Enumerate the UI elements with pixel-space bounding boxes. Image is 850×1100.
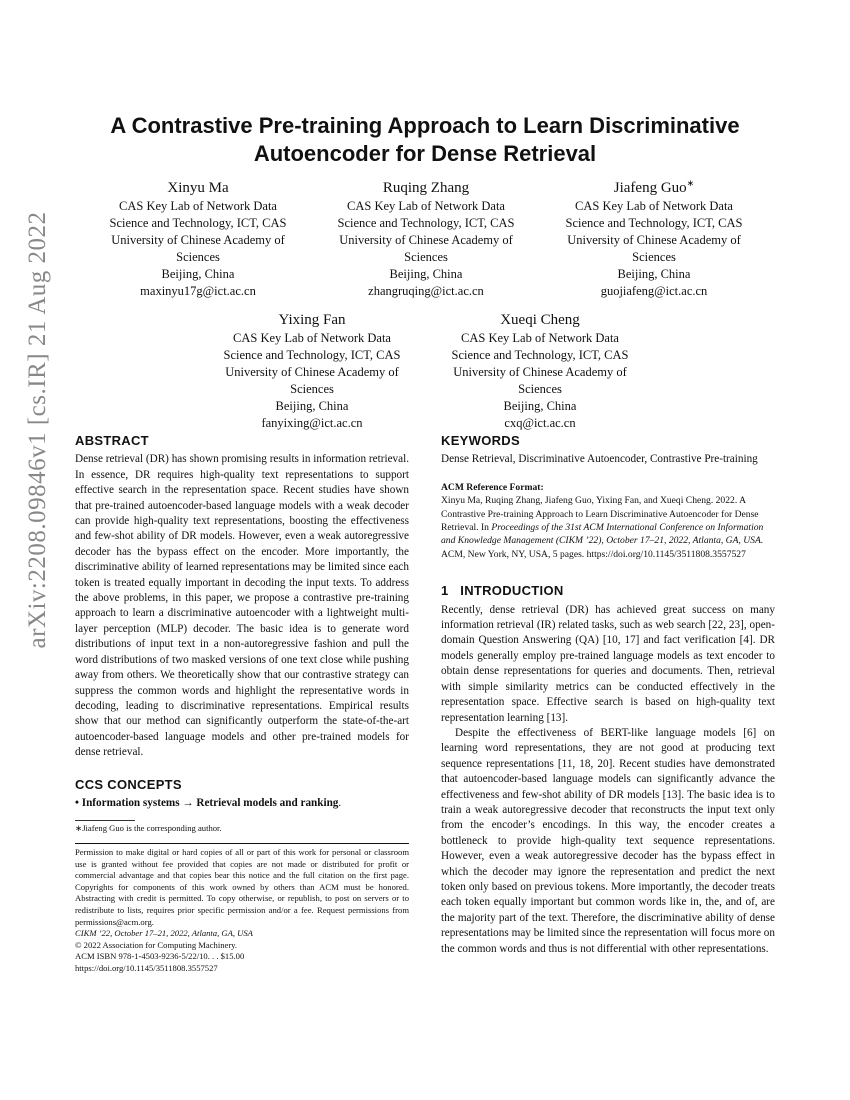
author-affiliation: Sciences xyxy=(632,250,676,264)
abstract-text: Dense retrieval (DR) has shown promising results in information retrieval. In essence, DR requires high-quality text representations to support effective search in the representation space. Recent studies have shown that pre-trained autoencoder-based language models with a weak decoder can provide high-quality text representations, boosting the effectiveness and few-shot ability of DR models. However, even a weak autoregressive decoder has the bypass effect on the encoder. More importantly, the discriminative ability of learned representations may be limited since each token is treated equally important in decoding the input texts. To address the above problems, in this paper, we propose a contrastive pre-training approach to learn a discriminative autoencoder with a lightweight multi-layer perception (MLP) decoder. The basic idea is to generate word distributions of input text in a non-autoregressive fashion and pull the word distributions of two masked versions of one text close while pushing away from others. We theoretically show that our contrastive strategy can suppress the common words and highlight the representative words in decoding, leading to discriminative representations. Empirical results show that our method can significantly outperform the state-of-the-art autoencoder-based language models and other pre-trained models for dense retrieval. xyxy=(75,453,409,759)
author-affiliation: Sciences xyxy=(518,382,562,396)
author-email: maxinyu17g@ict.ac.cn xyxy=(140,284,256,298)
author-email: fanyixing@ict.ac.cn xyxy=(261,416,363,430)
author-email: zhangruqing@ict.ac.cn xyxy=(368,284,484,298)
arxiv-stamp xyxy=(0,0,60,1100)
title-line-2: Autoencoder for Dense Retrieval xyxy=(253,141,597,166)
author-affiliation: University of Chinese Academy of xyxy=(567,233,741,247)
intro-paragraph-1: Recently, dense retrieval (DR) has achieved great success on many information retrieval (IR) related tasks, such as web search [22, 23], open-domain Question Answering (QA) [10, 17] and fact verification [4]. DR models generally employ pre-trained language models as text encoder to obtain dense representations for queries and documents. Then, retrieval with simple similarity metrics can be conducted effectively in the representation space. Effective search is based on high-quality text representation learning [13]. xyxy=(441,603,775,724)
author-block xyxy=(98,173,298,300)
author-city: Beijing, China xyxy=(617,267,691,281)
left-column xyxy=(75,433,409,974)
acm-reference-authors: Xinyu Ma, Ruqing Zhang, Jiafeng Guo, Yixing Fan, and Xueqi Cheng. 2022. A Contrastive Pre-training Approach to Learn Discriminative Autoencoder for Dense Retrieval. In xyxy=(441,495,759,534)
ccs-concepts: • Information systems → Retrieval models and ranking. xyxy=(75,796,342,809)
author-block xyxy=(326,173,526,300)
acm-reference xyxy=(441,481,775,561)
author-block xyxy=(554,173,754,300)
keywords-text: Dense Retrieval, Discriminative Autoencoder, Contrastive Pre-training xyxy=(441,453,758,466)
doi-line: https://doi.org/10.1145/3511808.3557527 xyxy=(75,962,218,973)
title-line-1: A Contrastive Pre-training Approach to Learn Discriminative xyxy=(110,113,740,138)
keywords-heading: KEYWORDS xyxy=(441,433,520,448)
right-column xyxy=(441,433,775,957)
footnote-rule xyxy=(75,820,135,821)
author-block xyxy=(440,305,640,432)
author-name: Yixing Fan xyxy=(278,312,346,328)
author-affiliation: Sciences xyxy=(404,250,448,264)
author-affiliation: CAS Key Lab of Network Data xyxy=(233,331,391,345)
author-city: Beijing, China xyxy=(389,267,463,281)
author-name: Xueqi Cheng xyxy=(500,312,580,328)
author-affiliation: CAS Key Lab of Network Data xyxy=(575,199,733,213)
author-affiliation: University of Chinese Academy of xyxy=(453,365,627,379)
author-email: cxq@ict.ac.cn xyxy=(504,416,576,430)
ccs-heading: CCS CONCEPTS xyxy=(75,776,182,792)
author-affiliation: University of Chinese Academy of xyxy=(111,233,285,247)
author-affiliation: Science and Technology, ICT, CAS xyxy=(451,348,629,362)
author-affiliation: Science and Technology, ICT, CAS xyxy=(223,348,401,362)
isbn-line: ACM ISBN 978-1-4503-9236-5/22/10. . . $15.00 xyxy=(75,951,245,962)
author-affiliation: CAS Key Lab of Network Data xyxy=(119,199,277,213)
footnote: ∗Jiafeng Guo is the corresponding author. xyxy=(75,823,222,834)
author-name: Ruqing Zhang xyxy=(382,180,470,196)
arxiv-id: arXiv:2208.09846v1 [cs.IR] 21 Aug 2022 xyxy=(24,211,51,649)
author-affiliation: Science and Technology, ICT, CAS xyxy=(337,216,515,230)
paper-title xyxy=(75,112,775,168)
abstract-heading: ABSTRACT xyxy=(75,433,149,448)
author-name: Xinyu Ma xyxy=(167,180,229,196)
author-city: Beijing, China xyxy=(503,399,577,413)
author-block xyxy=(212,305,412,432)
permission-text: Permission to make digital or hard copies of all or part of this work for personal or classroom use is granted without fee provided that copies are not made or distributed for profit or commercial advantage and that copies bear this notice and the full citation on the first page. Copyrights for components of this work owned by others than ACM must be honored. Abstracting with credit is permitted. To copy otherwise, or republish, to post on servers or to redistribute to lists, requires prior specific permission and/or a fee. Request permissions from permissions@acm.org. xyxy=(75,846,409,927)
author-affiliation: University of Chinese Academy of xyxy=(225,365,399,379)
author-affiliation: Science and Technology, ICT, CAS xyxy=(109,216,287,230)
acm-reference-tail: ACM, New York, NY, USA, 5 pages. https://doi.org/10.1145/3511808.3557527 xyxy=(441,548,746,560)
acm-reference-heading: ACM Reference Format: xyxy=(441,481,544,493)
intro-paragraph-2: Despite the effectiveness of BERT-like language models [6] on learning word representations, they are not good at producing text sequence representations [11, 18, 20]. Recent studies have demonstrated that autoencoder-based language models can significantly advance the effectiveness and few-shot ability of DR models [13]. The basic idea is to train a weak autoregressive decoder that reconstructs the input text only from the encoder’s encodings. In this way, the encoder creates a bottleneck to provide high-quality text sequence representations. However, even a weak autoregressive decoder has the bypass effect in which the decoder may ignore the representation and predict the next token only based on previous tokens. More importantly, the decoder treats each token equally important but common words like in, the, and of, are the majority part of the text. Therefore, the discriminative ability of dense representations may be limited since the representation will focus more on the common words and thus is not differential with other representations. xyxy=(441,726,775,955)
author-name: Jiafeng Guo∗ xyxy=(613,178,695,196)
author-affiliation: Science and Technology, ICT, CAS xyxy=(565,216,743,230)
intro-heading: 1 INTRODUCTION xyxy=(441,583,564,599)
author-email: guojiafeng@ict.ac.cn xyxy=(600,284,708,298)
ccs-bullet: • Information systems → Retrieval models and ranking xyxy=(75,796,339,809)
author-affiliation: Sciences xyxy=(290,382,334,396)
author-city: Beijing, China xyxy=(275,399,349,413)
copyright-line: © 2022 Association for Computing Machinery. xyxy=(75,939,238,950)
author-affiliation: University of Chinese Academy of xyxy=(339,233,513,247)
author-affiliation: CAS Key Lab of Network Data xyxy=(461,331,619,345)
author-city: Beijing, China xyxy=(161,267,235,281)
permission-rule xyxy=(75,843,409,844)
acm-reference-proceedings: Proceedings of the 31st ACM International Conference on Information and Knowledge Management (CIKM ’22), October 17–21, 2022, Atlanta, GA, USA. xyxy=(441,522,764,547)
author-affiliation: CAS Key Lab of Network Data xyxy=(347,199,505,213)
conference-line: CIKM ’22, October 17–21, 2022, Atlanta, GA, USA xyxy=(75,928,253,939)
author-affiliation: Sciences xyxy=(176,250,220,264)
